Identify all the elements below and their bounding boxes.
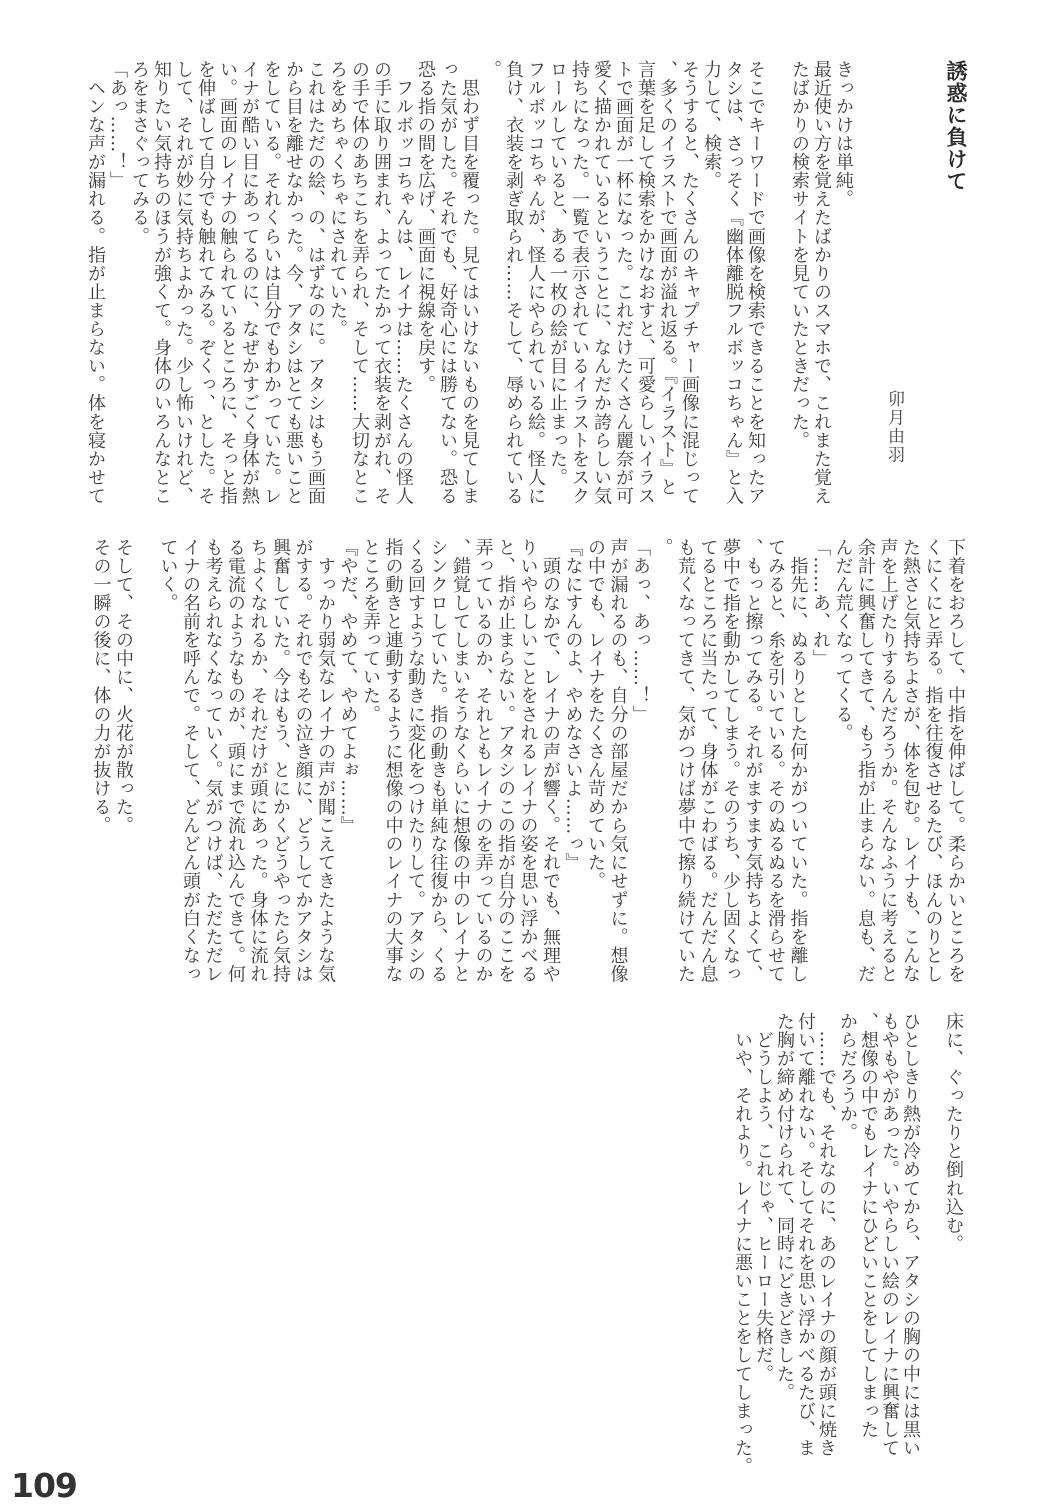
text-line: 、想像の中でもレイナにひどいことをしてしまった xyxy=(858,1012,879,1439)
text-line: る電流のようなものが、頭にまで流れ込んできて。何 xyxy=(225,538,246,984)
text-line: これはただの絵、の、はずなのに。アタシはもう画面 xyxy=(305,60,326,506)
text-line: 言葉を足して検索をかけなおすと、可愛らしいイラス xyxy=(635,60,656,506)
text-line: 持ちになった。一覧で表示されているイラストをスク xyxy=(569,60,590,506)
text-line: 指先に、ぬるりとした何かがついていた。指を離し xyxy=(787,538,809,984)
text-line: った気がした。それでも、好奇心には勝てない。恐る xyxy=(437,60,458,506)
text-line: きっかけは単純。 xyxy=(833,60,854,209)
text-line: ちよくなれるか、それだけが頭にあった。身体に流れ xyxy=(247,538,269,984)
text-line: たばかりの検索サイトを見ていたときだった。 xyxy=(789,60,810,450)
text-line: 最近使い方を覚えたばかりのスマホで、これまた覚え xyxy=(811,60,832,506)
text-line: も考えられなくなっていく。気がつけば、ただただレ xyxy=(202,538,224,984)
text-block-middle xyxy=(89,538,966,990)
text-line: てるところに当たって、身体がこわばる。だんだん息 xyxy=(697,538,719,984)
text-line: てみると、糸を引いている。そのぬるぬるを滑らせて xyxy=(765,538,786,984)
text-line: イナが酷い目にあってるのに、なぜかすごく身体が熱 xyxy=(239,60,260,506)
text-line: 興奮していた。今はもう、とにかくどうやったら気持 xyxy=(270,538,291,984)
text-line: を伸ばして自分でも触れてみる。ぞくっ、とした。そ xyxy=(195,60,216,506)
text-line: 下着をおろして、中指を伸ばして。柔らかいところを xyxy=(945,538,966,984)
text-line: すっかり弱気なレイナの声が聞こえてきたような気 xyxy=(315,538,336,984)
text-line: イナの名前を呼んで。そして、どんどん頭が白くなっ xyxy=(180,538,201,984)
text-line: の手に取り囲まれ、よってたかって衣装を剥がれ、そ xyxy=(371,60,392,506)
text-line: も荒くなってきて、気がつけば夢中で擦り続けていた xyxy=(675,538,696,984)
text-line: 床に、ぐったりと倒れ込む。 xyxy=(943,1012,964,1254)
blank-line xyxy=(134,538,156,990)
page-number: 109 xyxy=(11,1466,77,1505)
text-line: 、多くのイラストで画面が溢れ返る。『イラスト』と xyxy=(657,60,678,497)
text-line: 指の動きと連動するように想像の中のレイナの大事な xyxy=(382,538,404,984)
text-line: ロールしていると、ある一枚の絵が目に止まった。 xyxy=(547,60,568,487)
text-line: 『やだ、やめて、やめてよぉ……』 xyxy=(337,538,359,835)
text-line: 、錯覚してしまいそうなくらいに想像の中のレイナと xyxy=(450,538,471,984)
story-title: 誘惑に負けて xyxy=(944,60,969,192)
text-line: ヘンな声が漏れる。指が止まらない。体を寝かせて xyxy=(85,60,106,506)
text-line: から目を離せなかった。今、アタシはとても悪いこと xyxy=(283,60,304,506)
text-line: そして、その中に、火花が散った。 xyxy=(113,538,134,835)
text-line: くる回すような動きに変化をつけたりして。アタシの xyxy=(405,538,426,984)
text-line: して、それが妙に気持ちよかった。少し怖いけれど、 xyxy=(173,60,194,506)
text-line: トで画面が一杯になった。これだけたくさん麗奈が可 xyxy=(613,60,634,506)
text-line: 知りたい気持ちのほうが強くて。身体のいろんなとこ xyxy=(151,60,172,506)
text-block-bottom xyxy=(732,1012,964,1476)
text-line: 負け、衣装を剥ぎ取られ……そして、辱められている xyxy=(503,60,524,506)
text-line: 「……あ、れ」 xyxy=(810,538,831,668)
text-line: フルボッコちゃんは、レイナは……たくさんの怪人 xyxy=(393,60,414,506)
text-line: からだろうか。 xyxy=(837,1012,858,1142)
text-line: 声を上げたりするんだろうか。そんなふうに考えると xyxy=(877,538,899,984)
text-line: そうすると、たくさんのキャプチャー画像に混じって xyxy=(679,60,700,506)
text-line: どうしよう、これじゃ、ヒーロー失格だ。 xyxy=(753,1012,774,1383)
text-line: もやもやがあった。いやらしい絵のレイナに興奮して xyxy=(879,1012,900,1458)
text-line: 「あっ……！」 xyxy=(107,60,128,190)
text-line: ひとしきり熱が冷めてから、アタシの胸の中には黒い xyxy=(900,1012,921,1458)
text-line: 思わず目を覆った。見てはいけないものを見てしま xyxy=(459,60,480,506)
text-line: 声が漏れるのも、自分の部屋だから気にせずに。想像 xyxy=(607,538,629,984)
text-line: シンクロしていた。指の動きも単純な往復から、くる xyxy=(427,538,449,984)
text-line: タシは、さっそく『幽体離脱フルボッコちゃん』と入 xyxy=(723,60,744,506)
text-line: 「あっ、あっ……！」 xyxy=(630,538,651,724)
text-line: た胸が締め付けられて、同時にどきどきした。 xyxy=(774,1012,795,1402)
text-line: 夢中で指を動かしてしまう。そのうち、少し固くなっ xyxy=(720,538,741,984)
text-line: そこでキーワードで画像を検索できることを知ったア xyxy=(745,60,766,506)
text-line: 力して、検索。 xyxy=(701,60,722,190)
text-line: フルボッコちゃんが、怪人にやられている絵。怪人に xyxy=(525,60,546,506)
text-line: をしている。それくらいは自分でもわかっていた。レ xyxy=(261,60,282,506)
text-line: 恐る指の間を広げ、画面に視線を戻す。 xyxy=(415,60,436,394)
text-line: 、もっと擦ってみる。それがますます気持ちよくて、 xyxy=(742,538,764,984)
text-line: んだん荒くなってくる。 xyxy=(832,538,854,743)
text-line: 。 xyxy=(652,538,674,557)
text-line: ……でも、それなのに、あのレイナの顔が頭に焼き xyxy=(816,1012,837,1458)
text-line: と、指が止まらない。アタシのこの指が自分のここを xyxy=(495,538,516,984)
blank-line xyxy=(766,60,788,510)
text-line: ろをまさぐってみる。 xyxy=(129,60,150,246)
text-line: 付いて離れない。そしてそれを思い浮かべるたび、ま xyxy=(795,1012,816,1458)
author-name: 卯月由羽 xyxy=(884,390,904,464)
text-line: いや、それより。レイナに悪いことをしてしまった。 xyxy=(732,1012,753,1476)
text-line: 愛く描かれているということに、なんだか誇らしい気 xyxy=(591,60,612,506)
text-line: その一瞬の後に、体の力が抜ける。 xyxy=(90,538,112,835)
text-line: がする。それでもその泣き顔に、どうしてかアタシは xyxy=(292,538,314,984)
text-line: ところを弄っていた。 xyxy=(360,538,381,724)
text-line: の手で体のあちこちを弄られ、そして……大切なとこ xyxy=(349,60,370,506)
text-line: 余計に興奮してきて、もう指が止まらない。息も、だ xyxy=(855,538,876,984)
text-line: 。 xyxy=(481,60,502,79)
text-line: ろをめちゃくちゃにされていた。 xyxy=(327,60,348,339)
blank-line xyxy=(921,1012,943,1464)
text-line: りいやらしいことをされるレイナの姿を思い浮かべる xyxy=(517,538,539,984)
text-block-top xyxy=(84,60,854,510)
text-line: ていく。 xyxy=(157,538,179,613)
text-line: た熱さと気持ちよさが、体を包む。レイナも、こんな xyxy=(900,538,921,984)
text-line: くにくにと弄る。指を往復させるたび、ほんのりとし xyxy=(922,538,944,984)
text-line: の中でも、レイナをたくさん苛めていた。 xyxy=(585,538,606,891)
text-line: 頭のなかで、レイナの声が響く。それでも、無理や xyxy=(540,538,561,984)
text-line: 弄っているのか、それともレイナのを弄っているのか xyxy=(472,538,494,984)
text-line: 『なにすんのよ、やめなさいよ……っ』 xyxy=(562,538,584,872)
text-line: い。画面のレイナの触られているところに、そっと指 xyxy=(217,60,238,506)
